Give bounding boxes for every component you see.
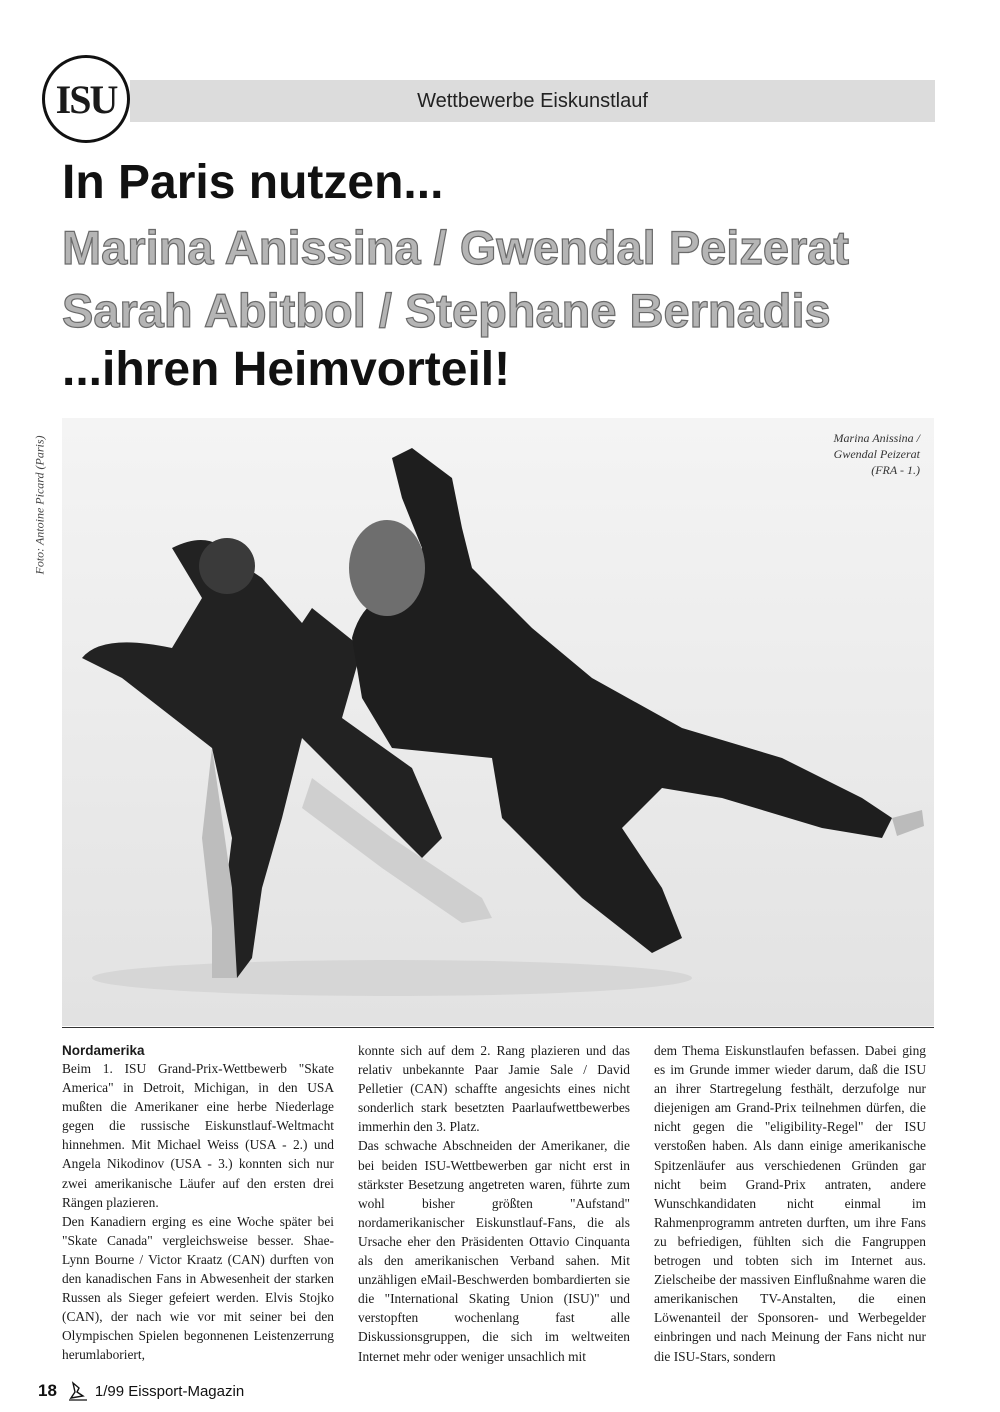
paragraph: Das schwache Abschneiden der Amerikaner, die bei beiden ISU-Wettbewerben gar nicht erst in stärkster Besetzung angetreten waren, führte zum wohl bisher größten "Aufstand" nordamerikanischer Eiskunstlauf-Fans, die als Ursache eher den Präsidenten Ottavio Cinquanta als den amerikanischen Verband sahen. Mit unzähligen eMail-Beschwerden bombardierten sie die "International Skating Union (ISU)" und verstopften wochenlang fast alle Diskussionsgruppen, die sich im weltweiten Internet mehr oder weniger unsachlich mit [358,1138,630,1364]
photo-credit [30,420,50,590]
caption-line: Gwendal Peizerat [833,447,920,461]
article-column-2 [358,1041,630,1366]
paragraph: dem Thema Eiskunstlaufen befassen. Dabei ging es im Grunde immer wieder darum, daß die ISU an ihrer Startregelung festhält, derzufolge nur diejenigen am Grand-Prix teilnehmen dürfen, die nicht gegen die "eligibility-Regel" der ISU verstoßen haben. Als dann einige amerikanische Spitzenläufer aus verschiedenen Gründen gar nicht beim Grand-Prix antraten, andere Wunschkandidaten nicht einmal im Rahmenprogramm antreten durften, um ihre Fans zu befriedigen, fühlten sich die Fangruppen betrogen und tobten sich im Internet aus. Zielscheibe der massiven Einflußnahme waren die amerikanischen TV-Anstalten, die einen Löwenanteil der Sponsoren- und Werbegelder einbringen und nach Meinung der Fans nicht nur die ISU-Stars, sondern [654,1043,926,1364]
caption-line: (FRA - 1.) [871,463,920,477]
caption-line: Marina Anissina / [833,431,920,445]
headline-line-1: In Paris nutzen... [62,156,444,209]
photo-caption [834,430,920,478]
paragraph: Den Kanadiern erging es eine Woche später bei "Skate Canada" vergleichsweise besser. Shae-Lynn Bourne / Victor Kraatz (CAN) durften von den kanadischen Fans in Abwesenheit der starken Russen als Sieger gefeiert werden. Elvis Stojko (CAN), der nach wie vor mit seiner bei den Olympischen Spielen begonnenen Leistenzerrung herumlaboriert, [62,1213,334,1363]
page-number: 18 [38,1381,57,1400]
paragraph: Beim 1. ISU Grand-Prix-Wettbewerb "Skate America" in Detroit, Michigan, in den USA mußten die Amerikaner eine herbe Niederlage gegen die russische Eiskunstlauf-Weltmacht hinnehmen. Mit Michael Weiss (USA - 2.) und Angela Nikodinov (USA - 3.) konnten sich nur zwei amerikanische Läufer auf den ersten drei Rängen plazieren. [62,1061,334,1210]
headline-line-4: ...ihren Heimvorteil! [62,343,511,396]
section-title: Wettbewerbe Eiskunstlauf [417,89,648,112]
photo-credit-text: Foto: Antoine Picard (Paris) [32,435,47,575]
subheading: Nordamerika [62,1043,145,1058]
skater-icon [67,1380,89,1402]
headline-line-3: Sarah Abitbol / Stephane Bernadis [62,284,831,337]
headline-line-2: Marina Anissina / Gwendal Peizerat [62,221,850,274]
isu-logo [42,55,130,143]
article-column-3 [654,1041,926,1366]
paragraph: konnte sich auf dem 2. Rang plazieren und das relativ unbekannte Paar Jamie Sale / David Pelletier (CAN) schaffte angesichts eines nicht sonderlich stark besetzten Paarlaufwettbewerbes immerhin den 3. Platz. [358,1043,630,1135]
page-footer [38,1380,244,1402]
article-column-1 [62,1043,334,1365]
skating-photo [62,418,934,1026]
divider [62,1027,934,1028]
skaters-illustration [62,418,934,1026]
section-header [130,80,935,122]
logo-text: ISU [55,76,117,122]
issue-label: 1/99 Eissport-Magazin [94,1382,245,1400]
